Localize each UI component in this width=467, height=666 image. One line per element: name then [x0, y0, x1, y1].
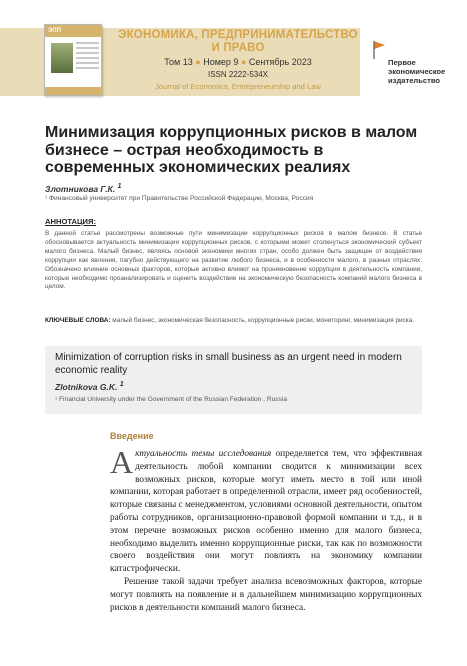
abstract-text: В данной статье рассмотрены возможные пути минимизации коррупционных рисков в малом бизнесе. В статье обосновывается актуальность минимизации коррупционных рисков, с которыми может столкнуться экономический субъект малого бизнеса. Малый бизнес, являясь основой экономики многих стран, особо должен быть защищен от воздействия коррупции как явления, пагубно действующего на развитие любого бизнеса, и в особенности малого, в разных отраслях. Обозначено влияние основных факторов, которые активно влияют на проникновение коррупции в деятельность компании, которые необходимо проанализировать и оценить воздействие на экономическую безопасность компаний малого бизнеса в целом.: [45, 230, 422, 291]
english-author-superscript: 1: [119, 380, 124, 388]
abstract-heading: АННОТАЦИЯ:: [45, 217, 96, 226]
body-italic-phrase: ктуальность темы исследования: [135, 449, 272, 459]
english-author-name: Zlotnikova G.K.: [55, 381, 118, 392]
cover-logo: ЭПП: [48, 28, 61, 34]
english-affiliation: ¹ Financial University under the Government of the Russian Federation , Russia: [55, 396, 287, 403]
publisher-name: Первое экономическое издательство: [388, 58, 446, 85]
article-title: Минимизация коррупционных рисков в малом бизнесе – острая необходимость в современных экономических реалиях: [45, 124, 418, 176]
journal-issn: ISSN 2222-534X: [207, 70, 269, 79]
article-author: [45, 182, 121, 194]
cover-image: [51, 43, 73, 73]
author-name: Злотникова Г.К.: [45, 183, 116, 194]
journal-title-en: Journal of Economics, Entrepreneurship and Law: [155, 82, 321, 91]
cover-footer-strip: [45, 87, 101, 95]
journal-date: Сентябрь 2023: [248, 57, 312, 67]
body-paragraph-1-text: определяется тем, что эффективная деятельность любой компании сводится к минимизации всех возможных рисков, которые могут иметь место в той или иной компании, которая работает в определенной отрасли, имеет ряд особенностей, которые связаны с менеджментом, условиями основной деятельности, опытом работы сотрудников, организационно-правовой формой компании и т.д., и в этом перечне возможных рисков особенно именно для малого бизнеса, необходимо выделить именно коррупционные риски, так как по возможности своего воздействия они могут повлиять на экономику компании катастрофически.: [110, 449, 422, 575]
english-summary-box: [45, 346, 422, 414]
drop-cap: А: [110, 444, 134, 480]
keywords-text: малый бизнес, экономическая безопасность, коррупционные риски, мониторинг, минимизация риска.: [112, 317, 415, 324]
journal-volume: Том 13: [164, 57, 193, 67]
body-paragraph-1: [110, 444, 422, 576]
flag-icon: [372, 40, 386, 60]
english-author: [55, 380, 124, 392]
author-superscript: 1: [117, 182, 122, 190]
body-paragraph-2: Решение такой задачи требует анализа всевозможных факторов, которые могут повлиять на появление и в дальнейшем минимизацию коррупционных рисков в деятельности компаний малого бизнеса.: [110, 576, 422, 613]
keywords: [45, 317, 422, 326]
english-title: Minimization of corruption risks in small business as an urgent need in modern economic reality: [55, 352, 402, 376]
journal-cover-thumbnail: [44, 24, 102, 96]
separator-dot: ●: [195, 57, 201, 67]
body-text: [110, 444, 422, 614]
journal-header: [0, 0, 467, 100]
journal-issue-number: Номер 9: [203, 57, 239, 67]
journal-issue-line: [118, 57, 358, 67]
section-heading-introduction: Введение: [110, 431, 154, 441]
separator-dot: ●: [240, 57, 247, 67]
keywords-label: КЛЮЧЕВЫЕ СЛОВА:: [45, 317, 111, 324]
cover-top-strip: [45, 25, 101, 37]
author-affiliation: ¹ Финансовый университет при Правительстве Российской Федерации, Москва, Россия: [45, 195, 314, 202]
journal-title: ЭКОНОМИКА, ПРЕДПРИНИМАТЕЛЬСТВО И ПРАВО: [118, 29, 358, 54]
cover-text-lines: [76, 42, 99, 72]
